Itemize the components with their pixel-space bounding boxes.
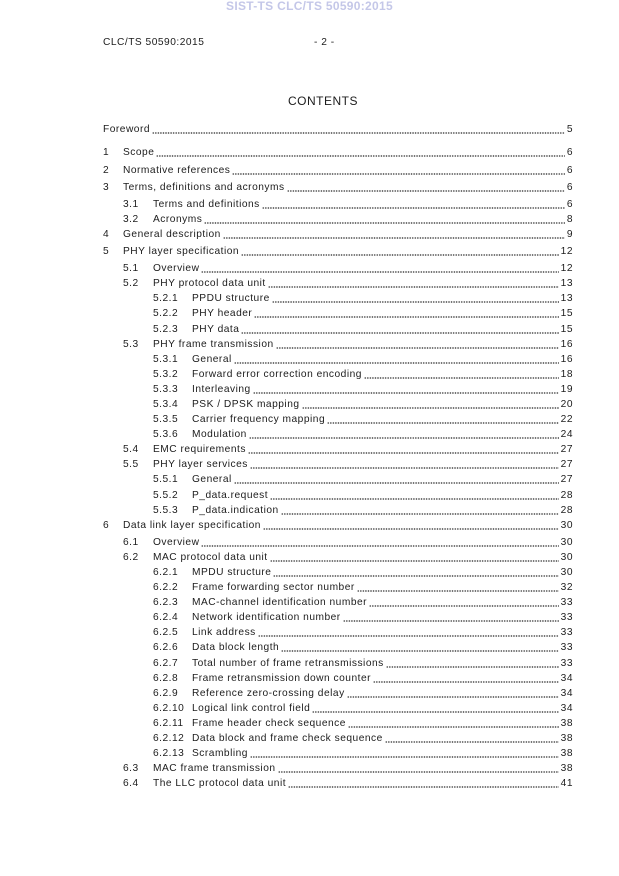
toc-entry-title: PHY data: [192, 323, 240, 335]
toc-entry-number: 5.5.3: [153, 504, 179, 516]
toc-entry-number: 5.1: [123, 263, 139, 275]
toc-entry-title: The LLC protocol data unit: [153, 778, 287, 790]
toc-entry-title: Terms and definitions: [153, 198, 260, 210]
toc-leader: [156, 145, 564, 160]
toc-entry: [103, 776, 573, 791]
toc-entry-number: 5.3.1: [153, 353, 179, 365]
toc-leader: [152, 122, 565, 137]
toc-entry-page: 33: [560, 597, 573, 609]
toc-leader: [258, 625, 559, 640]
toc-leader: [343, 610, 559, 625]
toc-entry: [103, 686, 573, 701]
toc-entry: [103, 595, 573, 610]
toc-entry-number: 6.4: [123, 778, 139, 790]
toc-entry-page: 6: [566, 147, 573, 159]
toc-entry: [103, 261, 573, 276]
toc-entry-page: 33: [560, 657, 573, 669]
toc-entry-page: 32: [560, 582, 573, 594]
toc-entry-title: General description: [123, 228, 221, 240]
toc-entry-title: EMC requirements: [153, 444, 246, 456]
toc-entry-page: 34: [560, 702, 573, 714]
toc-entry: [103, 197, 573, 212]
toc-entry-title: Total number of frame retransmissions: [192, 657, 384, 669]
toc-leader: [223, 227, 565, 242]
toc-entry-page: 27: [560, 474, 573, 486]
toc-leader: [268, 276, 559, 291]
toc-entry-title: Foreword: [103, 123, 151, 135]
toc-entry: [103, 503, 573, 518]
toc-entry-page: 16: [560, 353, 573, 365]
page-title: CONTENTS: [288, 94, 358, 108]
toc-entry-page: 13: [560, 278, 573, 290]
toc-entry-page: 38: [560, 733, 573, 745]
toc-entry-number: 5.2.1: [153, 293, 179, 305]
toc-entry-number: 6.1: [123, 536, 139, 548]
toc-entry-page: 38: [560, 717, 573, 729]
toc-entry: [103, 580, 573, 595]
toc-entry-number: 5.2: [123, 278, 139, 290]
toc-leader: [385, 731, 559, 746]
toc-entry-page: 12: [560, 246, 573, 258]
toc-entry-page: 6: [566, 198, 573, 210]
toc-leader: [302, 397, 559, 412]
toc-entry-number: 6.2.11: [153, 717, 184, 729]
toc-entry-title: General: [192, 353, 232, 365]
toc-entry-title: MPDU structure: [192, 567, 272, 579]
toc-leader: [232, 163, 564, 178]
toc-entry: [103, 442, 573, 457]
toc-entry: [103, 518, 573, 533]
toc-entry: [103, 397, 573, 412]
toc-entry: [103, 227, 573, 242]
toc-entry: [103, 163, 573, 178]
toc-entry-title: Data block length: [192, 642, 280, 654]
toc-leader: [287, 180, 565, 195]
toc-leader: [364, 367, 559, 382]
toc-entry-page: 28: [560, 504, 573, 516]
toc-entry-page: 30: [560, 519, 573, 531]
toc-leader: [234, 472, 559, 487]
toc-leader: [276, 337, 559, 352]
toc-leader: [357, 580, 559, 595]
toc-leader: [253, 382, 559, 397]
toc-entry-number: 6.2.12: [153, 733, 185, 745]
toc-entry-page: 30: [560, 536, 573, 548]
toc-entry-title: Frame forwarding sector number: [192, 582, 355, 594]
toc-entry-number: 4: [103, 228, 110, 240]
toc-entry: [103, 412, 573, 427]
toc-entry-number: 6.3: [123, 763, 139, 775]
toc-entry-title: Normative references: [123, 164, 231, 176]
toc-entry-page: 15: [560, 308, 573, 320]
toc-leader: [278, 761, 559, 776]
header-page-number: - 2 -: [314, 37, 335, 48]
toc-leader: [270, 488, 559, 503]
toc-leader: [248, 442, 559, 457]
toc-entry-page: 34: [560, 687, 573, 699]
toc-entry-number: 6.2.10: [153, 702, 185, 714]
toc-entry-page: 12: [560, 263, 573, 275]
toc-entry-page: 6: [566, 164, 573, 176]
toc-entry-page: 19: [560, 383, 573, 395]
toc-entry-title: PHY layer services: [153, 459, 248, 471]
toc-entry: [103, 244, 573, 259]
toc-entry-title: Frame retransmission down counter: [192, 672, 371, 684]
toc-entry: [103, 535, 573, 550]
toc-entry-title: Scope: [123, 147, 155, 159]
toc-entry-title: PHY header: [192, 308, 253, 320]
toc-entry: [103, 565, 573, 580]
toc-leader: [262, 197, 565, 212]
toc-entry: [103, 746, 573, 761]
toc-entry: [103, 656, 573, 671]
toc-entry-title: Carrier frequency mapping: [192, 414, 326, 426]
toc-leader: [312, 701, 558, 716]
toc-entry-page: 30: [560, 567, 573, 579]
toc-entry-page: 33: [560, 612, 573, 624]
toc-entry-number: 6.2.1: [153, 567, 179, 579]
toc-entry: [103, 640, 573, 655]
toc-entry-title: Data link layer specification: [123, 519, 261, 531]
toc-entry: [103, 427, 573, 442]
toc-entry-title: PPDU structure: [192, 293, 270, 305]
toc-entry-number: 6.2.2: [153, 582, 179, 594]
toc-entry: [103, 337, 573, 352]
toc-entry-title: P_data.indication: [192, 504, 279, 516]
header-document-id: CLC/TS 50590:2015: [103, 37, 205, 48]
toc-entry-number: 3: [103, 181, 110, 193]
toc-entry-page: 6: [566, 181, 573, 193]
toc-entry-number: 5.3.6: [153, 429, 179, 441]
toc-leader: [263, 518, 559, 533]
toc-entry-number: 3.2: [123, 213, 139, 225]
toc-list: [103, 122, 573, 792]
toc-leader: [201, 535, 558, 550]
toc-leader: [201, 261, 558, 276]
toc-entry: [103, 352, 573, 367]
toc-entry-number: 3.1: [123, 198, 139, 210]
toc-entry-number: 5.2.2: [153, 308, 179, 320]
toc-leader: [241, 244, 559, 259]
toc-entry-title: Terms, definitions and acronyms: [123, 181, 285, 193]
toc-entry-number: 5.3: [123, 338, 139, 350]
toc-leader: [327, 412, 559, 427]
toc-entry-page: 13: [560, 293, 573, 305]
toc-entry-title: MAC frame transmission: [153, 763, 276, 775]
toc-entry-page: 5: [566, 123, 573, 135]
toc-entry-title: General: [192, 474, 232, 486]
toc-entry-number: 6.2.9: [153, 687, 179, 699]
toc-entry-number: 6.2.4: [153, 612, 179, 624]
toc-leader: [348, 716, 559, 731]
toc-entry: [103, 306, 573, 321]
toc-entry-number: 1: [103, 147, 110, 159]
toc-entry-title: Overview: [153, 263, 200, 275]
toc-entry-page: 38: [560, 763, 573, 775]
toc-entry: [103, 367, 573, 382]
toc-entry-title: P_data.request: [192, 489, 269, 501]
toc-entry-page: 27: [560, 444, 573, 456]
toc-entry-page: 20: [560, 398, 573, 410]
toc-entry-number: 5: [103, 246, 110, 258]
toc-entry-page: 30: [560, 551, 573, 563]
toc-entry: [103, 322, 573, 337]
toc-entry-number: 5.3.3: [153, 383, 179, 395]
toc-entry-title: MAC protocol data unit: [153, 551, 268, 563]
toc-entry: [103, 550, 573, 565]
toc-entry-number: 6.2.8: [153, 672, 179, 684]
toc-entry: [103, 625, 573, 640]
toc-leader: [250, 746, 559, 761]
toc-entry-title: Forward error correction encoding: [192, 368, 362, 380]
toc-entry: [103, 731, 573, 746]
toc-entry-number: 5.5: [123, 459, 139, 471]
toc-leader: [386, 656, 559, 671]
toc-entry: [103, 457, 573, 472]
toc-leader: [204, 212, 565, 227]
toc-leader: [281, 503, 559, 518]
toc-entry: [103, 716, 573, 731]
toc-entry-number: 5.5.2: [153, 489, 179, 501]
toc-entry: [103, 276, 573, 291]
toc-entry-number: 5.3.5: [153, 414, 179, 426]
toc-leader: [250, 457, 559, 472]
toc-entry-number: 5.3.4: [153, 398, 179, 410]
toc-entry-page: 33: [560, 627, 573, 639]
toc-entry-page: 24: [560, 429, 573, 441]
toc-entry-page: 38: [560, 748, 573, 760]
toc-entry-number: 6.2.13: [153, 748, 185, 760]
toc-entry: [103, 212, 573, 227]
toc-entry-title: Network identification number: [192, 612, 341, 624]
toc-leader: [369, 595, 559, 610]
toc-entry: [103, 610, 573, 625]
toc-entry-title: Modulation: [192, 429, 247, 441]
toc-entry-title: Logical link control field: [192, 702, 311, 714]
toc-entry-title: PHY frame transmission: [153, 338, 274, 350]
toc-leader: [249, 427, 559, 442]
toc-entry-page: 18: [560, 368, 573, 380]
toc-entry: [103, 382, 573, 397]
toc-entry: [103, 488, 573, 503]
toc-entry-title: PSK / DPSK mapping: [192, 398, 300, 410]
toc-leader: [273, 565, 558, 580]
toc-leader: [347, 686, 559, 701]
toc-entry-page: 34: [560, 672, 573, 684]
toc-entry-page: 22: [560, 414, 573, 426]
toc-entry: [103, 701, 573, 716]
toc-entry-title: Link address: [192, 627, 256, 639]
toc-entry-title: Interleaving: [192, 383, 251, 395]
toc-entry-page: 41: [560, 778, 573, 790]
toc-entry-page: 33: [560, 642, 573, 654]
toc-entry-title: Reference zero-crossing delay: [192, 687, 345, 699]
toc-entry-title: Acronyms: [153, 213, 203, 225]
toc-entry-title: Data block and frame check sequence: [192, 733, 383, 745]
toc-entry-page: 8: [566, 213, 573, 225]
toc-entry-page: 16: [560, 338, 573, 350]
toc-entry-title: PHY layer specification: [123, 246, 240, 258]
toc-entry-title: MAC-channel identification number: [192, 597, 368, 609]
toc-entry: [103, 145, 573, 160]
toc-entry-title: Frame header check sequence: [192, 717, 346, 729]
toc-entry-page: 15: [560, 323, 573, 335]
toc-entry-number: 6.2.7: [153, 657, 179, 669]
toc-entry-number: 5.4: [123, 444, 139, 456]
toc-entry-number: 5.3.2: [153, 368, 179, 380]
toc-entry-number: 6.2.6: [153, 642, 179, 654]
toc-leader: [373, 671, 559, 686]
toc-entry-number: 6.2.3: [153, 597, 179, 609]
toc-leader: [281, 640, 558, 655]
toc-entry-number: 6.2: [123, 551, 139, 563]
toc-entry: [103, 761, 573, 776]
toc-leader: [254, 306, 558, 321]
toc-entry-page: 28: [560, 489, 573, 501]
toc-leader: [270, 550, 559, 565]
toc-leader: [234, 352, 559, 367]
watermark: SIST-TS CLC/TS 50590:2015: [226, 0, 393, 13]
toc-entry-number: 2: [103, 164, 110, 176]
toc-leader: [241, 322, 558, 337]
toc-entry-number: 5.2.3: [153, 323, 179, 335]
toc-entry-page: 9: [566, 228, 573, 240]
toc-entry-title: Scrambling: [192, 748, 248, 760]
toc-entry-title: Overview: [153, 536, 200, 548]
toc-entry-number: 6.2.5: [153, 627, 179, 639]
toc-entry-number: 6: [103, 519, 110, 531]
toc-entry: [103, 472, 573, 487]
toc-leader: [272, 291, 559, 306]
toc-entry: [103, 180, 573, 195]
toc-entry: [103, 291, 573, 306]
toc-leader: [288, 776, 559, 791]
toc-entry: [103, 671, 573, 686]
toc-entry-title: PHY protocol data unit: [153, 278, 266, 290]
toc-entry-page: 27: [560, 459, 573, 471]
toc-entry-number: 5.5.1: [153, 474, 179, 486]
toc-entry: [103, 122, 573, 137]
